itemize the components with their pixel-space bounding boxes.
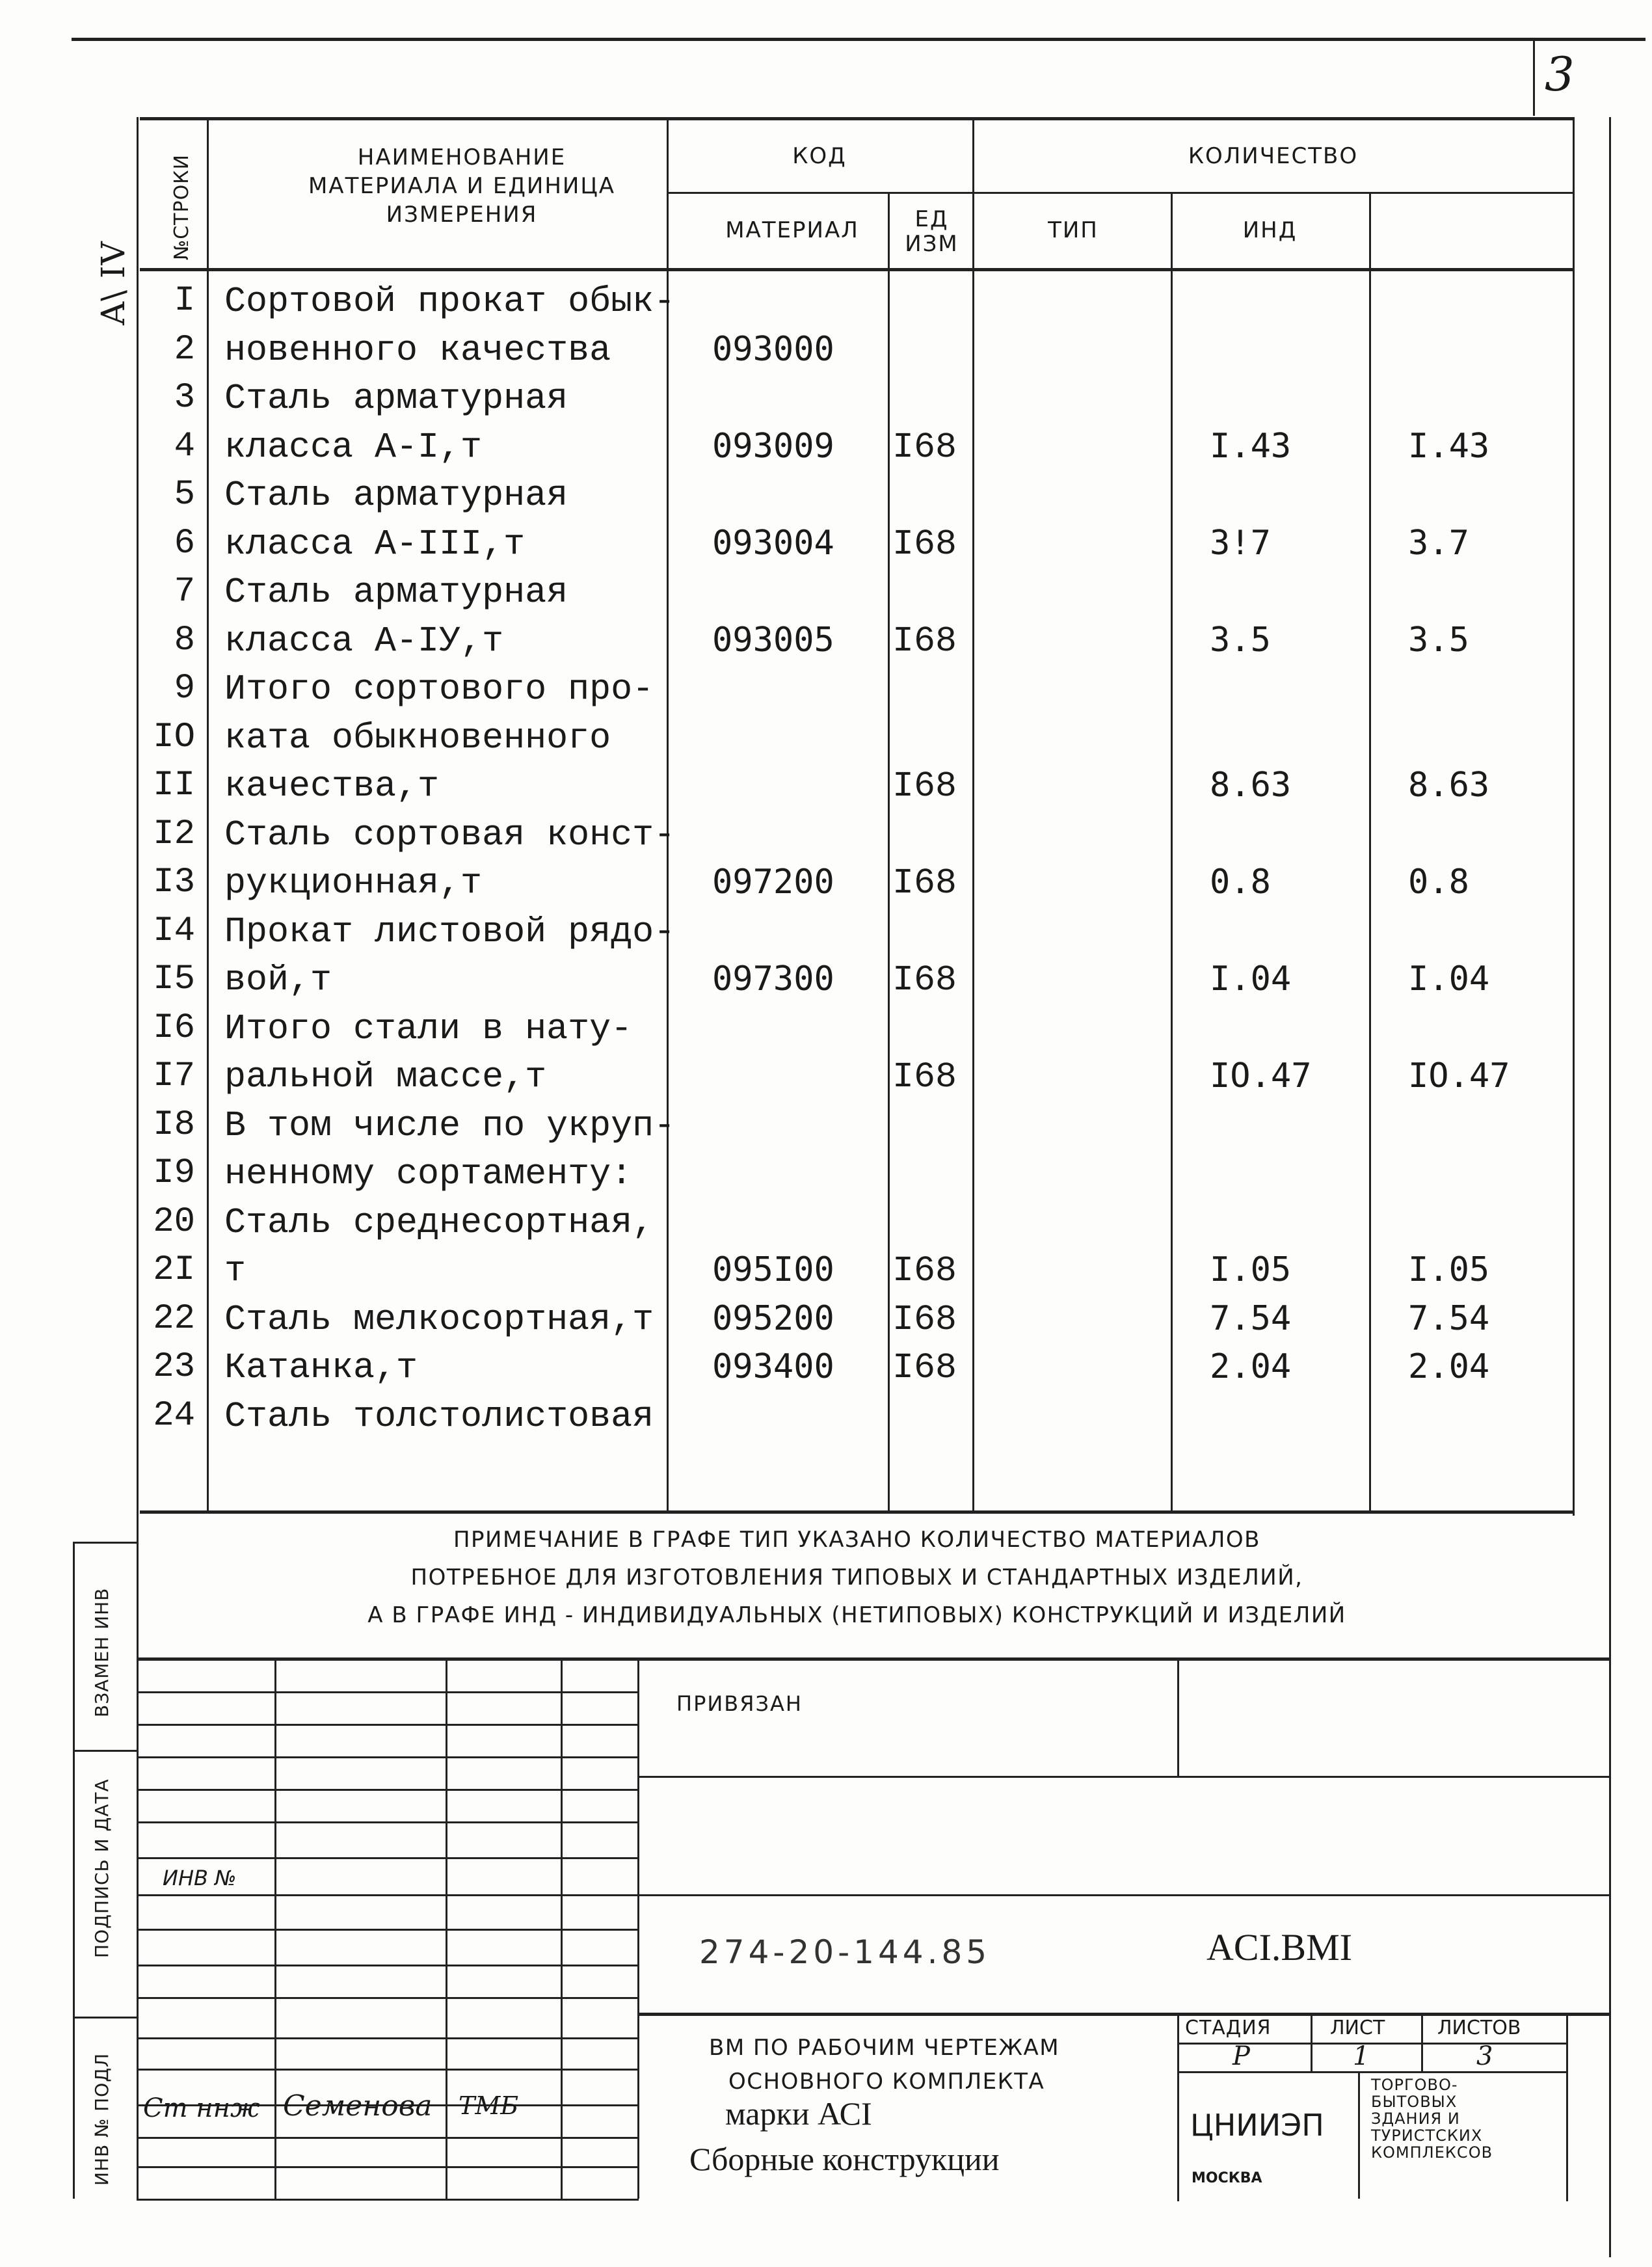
side-column-left xyxy=(73,1542,75,2199)
stamp-grid-line xyxy=(137,2137,639,2139)
note-top-line xyxy=(140,1510,1574,1514)
material-name: Сталь арматурная xyxy=(224,572,568,613)
stamp-grid-line xyxy=(137,1691,639,1693)
note-line-3: А В ГРАФЕ ИНД - ИНДИВИДУАЛЬНЫХ (НЕТИПОВЫХ) КОНСТРУКЦИЙ И ИЗДЕЛИЙ xyxy=(367,1602,1346,1628)
table-row xyxy=(0,1153,1652,1199)
side-col-sep1 xyxy=(73,1750,138,1752)
material-name: т xyxy=(224,1250,246,1291)
material-name: Итого сортового про- xyxy=(224,669,654,710)
sheet-top-border xyxy=(72,38,1645,41)
material-code: 093004 xyxy=(712,524,834,563)
header-row-no: №СТРОКИ xyxy=(170,154,193,260)
corner-box-left xyxy=(1533,39,1535,116)
material-name: Сталь сортовая конст- xyxy=(224,814,676,855)
stamp-doc-code: 274-20-144.85 xyxy=(699,1933,991,1971)
stamp-grid-line xyxy=(137,1789,639,1791)
row-number: 4 xyxy=(174,427,195,466)
ind-quantity: IO.47 xyxy=(1210,1056,1312,1095)
unit-code: I68 xyxy=(892,863,957,904)
material-code: 093400 xyxy=(712,1347,834,1386)
table-row xyxy=(0,1056,1652,1102)
material-code: 097200 xyxy=(712,863,834,902)
sign-name: Семенова xyxy=(283,2089,433,2123)
table-row xyxy=(0,1105,1652,1151)
material-code: 095200 xyxy=(712,1299,834,1338)
sign-mark: ТМБ xyxy=(459,2091,519,2120)
total-quantity: 2.04 xyxy=(1408,1347,1490,1386)
side-col-top xyxy=(73,1542,138,1544)
material-name: В том числе по укруп- xyxy=(224,1105,676,1146)
stamp-col-privyazan-right xyxy=(1177,1659,1179,1776)
material-name: Катанка,т xyxy=(224,1347,418,1388)
total-quantity: 7.54 xyxy=(1408,1299,1490,1338)
ind-quantity: 0.8 xyxy=(1210,863,1271,902)
header-ind: ИНД xyxy=(1242,217,1298,243)
material-name: класса А-IУ,т xyxy=(224,621,504,662)
side-label-inv-podl: ИНВ № ПОДЛ xyxy=(91,2052,113,2186)
table-row xyxy=(0,330,1652,375)
row-number: 2 xyxy=(174,330,195,369)
material-name: Сталь толстолистовая xyxy=(224,1396,654,1437)
stage-row-bottom xyxy=(1177,2071,1567,2073)
table-row xyxy=(0,766,1652,811)
row-number: I9 xyxy=(153,1153,195,1193)
stamp-grid-line xyxy=(137,1857,639,1859)
row-number: I8 xyxy=(153,1105,195,1145)
table-row xyxy=(0,959,1652,1005)
stamp-grid-line xyxy=(137,2166,639,2168)
material-name: ненному сортаменту: xyxy=(224,1153,633,1194)
material-name: класса А-I,т xyxy=(224,427,483,468)
row-number: I3 xyxy=(153,863,195,902)
ind-quantity: 7.54 xyxy=(1210,1299,1292,1338)
stamp-inv-label: ИНВ № xyxy=(163,1866,237,1890)
row-number: 7 xyxy=(174,572,195,611)
stamp-grid-line xyxy=(137,1724,639,1726)
ind-quantity: 3.5 xyxy=(1210,621,1271,660)
stage-col-sheets xyxy=(1421,2013,1423,2071)
table-row xyxy=(0,621,1652,666)
total-quantity: IO.47 xyxy=(1408,1056,1510,1095)
stamp-grid-line xyxy=(137,2069,639,2071)
stamp-city: МОСКВА xyxy=(1192,2170,1262,2186)
table-row xyxy=(0,1202,1652,1248)
stamp-org-desc-1: ТОРГОВО- xyxy=(1371,2076,1458,2094)
material-name: ката обыкновенного xyxy=(224,718,611,758)
material-name: ральной массе,т xyxy=(224,1056,547,1097)
unit-code: I68 xyxy=(892,427,957,468)
table-row xyxy=(0,863,1652,908)
ind-quantity: 2.04 xyxy=(1210,1347,1292,1386)
ind-quantity: 8.63 xyxy=(1210,766,1292,805)
stamp-grid-line xyxy=(137,1756,639,1758)
row-number: 8 xyxy=(174,621,195,660)
margin-mark: A\ IV xyxy=(94,241,132,325)
side-label-vzamen: ВЗАМЕН ИНВ xyxy=(91,1587,113,1717)
unit-code: I68 xyxy=(892,1056,957,1097)
stamp-sheet-label: ЛИСТ xyxy=(1330,2017,1385,2039)
material-name: Сталь арматурная xyxy=(224,475,568,516)
table-row xyxy=(0,814,1652,860)
row-number: 20 xyxy=(153,1202,195,1242)
table-row xyxy=(0,524,1652,569)
table-row xyxy=(0,378,1652,423)
ind-quantity: 3!7 xyxy=(1210,524,1271,563)
row-number: 6 xyxy=(174,524,195,563)
total-quantity: I.04 xyxy=(1408,959,1490,999)
table-top xyxy=(140,117,1574,120)
unit-code: I68 xyxy=(892,524,957,565)
stamp-grid-line xyxy=(137,2037,639,2039)
stamp-org: ЦНИИЭП xyxy=(1190,2108,1324,2143)
table-row xyxy=(0,475,1652,520)
ind-quantity: I.05 xyxy=(1210,1250,1292,1289)
header-tip: ТИП xyxy=(1048,217,1099,243)
ind-quantity: I.43 xyxy=(1210,427,1292,466)
unit-code: I68 xyxy=(892,621,957,662)
material-name: Прокат листовой рядо- xyxy=(224,911,676,952)
row-number: I7 xyxy=(153,1056,195,1096)
material-name: качества,т xyxy=(224,766,440,807)
total-quantity: I.43 xyxy=(1408,427,1490,466)
material-code: 097300 xyxy=(712,959,834,999)
stamp-grid-line xyxy=(137,1997,639,1999)
unit-code: I68 xyxy=(892,1347,957,1388)
total-quantity: 8.63 xyxy=(1408,766,1490,805)
row-number: 23 xyxy=(153,1347,195,1387)
table-row xyxy=(0,1008,1652,1054)
table-row xyxy=(0,1250,1652,1296)
material-name: класса А-III,т xyxy=(224,524,526,565)
material-name: Сталь среднесортная, xyxy=(224,1202,654,1243)
stamp-org-desc-2: БЫТОВЫХ xyxy=(1371,2093,1458,2111)
ind-quantity: I.04 xyxy=(1210,959,1292,999)
total-quantity: 0.8 xyxy=(1408,863,1469,902)
unit-code: I68 xyxy=(892,1299,957,1340)
side-label-podpis: ПОДПИСЬ И ДАТА xyxy=(91,1778,113,1958)
material-name: Сталь мелкосортная,т xyxy=(224,1299,654,1340)
header-name: НАИМЕНОВАНИЕ МАТЕРИАЛА И ЕДИНИЦА ИЗМЕРЕНИЯ xyxy=(308,144,616,228)
stamp-grid-line xyxy=(137,2199,639,2201)
material-name: новенного качества xyxy=(224,330,611,371)
header-mid-line xyxy=(667,192,1574,194)
row-number: II xyxy=(153,766,195,805)
row-number: 3 xyxy=(174,378,195,418)
material-name: рукционная,т xyxy=(224,863,483,904)
row-number: 22 xyxy=(153,1299,195,1339)
stage-col-org xyxy=(1358,2071,1360,2199)
stamp-org-desc-5: КОМПЛЕКСОВ xyxy=(1371,2143,1493,2162)
table-row xyxy=(0,718,1652,763)
stamp-grid-line xyxy=(137,1821,639,1823)
row-number: 24 xyxy=(153,1396,195,1436)
side-col-sep2 xyxy=(73,2017,138,2019)
stamp-org-desc-3: ЗДАНИЯ И xyxy=(1371,2110,1460,2128)
stamp-title-sub: Сборные конструкции xyxy=(689,2141,1000,2177)
stamp-sheets-label: ЛИСТОВ xyxy=(1437,2017,1521,2039)
row-number: 2I xyxy=(153,1250,195,1290)
row-number: I2 xyxy=(153,814,195,854)
header-bottom-line xyxy=(140,268,1574,271)
total-quantity: 3.7 xyxy=(1408,524,1469,563)
table-row xyxy=(0,669,1652,714)
header-unit: ЕД ИЗМ xyxy=(905,206,959,257)
stamp-stage-value: Р xyxy=(1232,2041,1250,2071)
stamp-stage-label: СТАДИЯ xyxy=(1185,2017,1272,2039)
table-row xyxy=(0,427,1652,472)
note-line-2: ПОТРЕБНОЕ ДЛЯ ИЗГОТОВЛЕНИЯ ТИПОВЫХ И СТАНДАРТНЫХ ИЗДЕЛИЙ, xyxy=(410,1564,1303,1590)
stamp-sheet-value: 1 xyxy=(1353,2041,1370,2071)
row-number: I5 xyxy=(153,959,195,999)
stamp-title-line-2: ОСНОВНОГО КОМПЛЕКТА xyxy=(728,2069,1045,2095)
row-number: I xyxy=(174,281,195,321)
table-row xyxy=(0,1347,1652,1393)
table-row xyxy=(0,281,1652,327)
stamp-sheets-value: 3 xyxy=(1476,2041,1493,2071)
header-quantity: КОЛИЧЕСТВО xyxy=(1188,143,1359,169)
material-name: Итого стали в нату- xyxy=(224,1008,633,1049)
stamp-org-desc-4: ТУРИСТСКИХ xyxy=(1371,2126,1483,2145)
stamp-privyazan: ПРИВЯЗАН xyxy=(676,1691,803,1716)
material-name: Сталь арматурная xyxy=(224,378,568,419)
stage-col-sheet xyxy=(1311,2013,1312,2071)
unit-code: I68 xyxy=(892,959,957,1000)
stamp-title-line-1: ВМ ПО РАБОЧИМ ЧЕРТЕЖАМ xyxy=(709,2035,1060,2061)
row-number: I4 xyxy=(153,911,195,951)
unit-code: I68 xyxy=(892,1250,957,1291)
sheet-corner-number: 3 xyxy=(1545,47,1575,101)
stamp-top-line xyxy=(137,1657,1610,1661)
total-quantity: 3.5 xyxy=(1408,621,1469,660)
stamp-title-mark: марки АСI xyxy=(725,2095,872,2132)
row-number: 5 xyxy=(174,475,195,515)
row-number: I6 xyxy=(153,1008,195,1048)
header-code: КОД xyxy=(792,143,847,169)
material-code: 095I00 xyxy=(712,1250,834,1289)
material-name: вой,т xyxy=(224,959,332,1000)
stamp-grid-line xyxy=(137,1965,639,1966)
stamp-code-bottom xyxy=(637,2013,1610,2016)
table-row xyxy=(0,911,1652,957)
material-code: 093000 xyxy=(712,330,834,369)
stamp-privyazan-bottom xyxy=(637,1776,1610,1778)
stamp-mark-code: ACI.BMI xyxy=(1206,1926,1352,1968)
table-row xyxy=(0,572,1652,617)
unit-code: I68 xyxy=(892,766,957,807)
material-code: 093005 xyxy=(712,621,834,660)
table-row xyxy=(0,1396,1652,1442)
stamp-grid-line xyxy=(137,1894,639,1896)
row-number: 9 xyxy=(174,669,195,708)
note-line-1: ПРИМЕЧАНИЕ В ГРАФЕ ТИП УКАЗАНО КОЛИЧЕСТВО МАТЕРИАЛОВ xyxy=(453,1527,1261,1553)
stage-block-left xyxy=(1177,2013,1179,2201)
table-row xyxy=(0,1299,1652,1345)
sign-role: Ст ннж xyxy=(143,2093,260,2123)
total-quantity: I.05 xyxy=(1408,1250,1490,1289)
row-number: IO xyxy=(153,718,195,757)
stamp-code-top xyxy=(637,1894,1610,1896)
stage-right xyxy=(1566,2013,1568,2201)
material-name: Сортовой прокат обык- xyxy=(224,281,676,322)
header-material: МАТЕРИАЛ xyxy=(725,217,859,243)
material-code: 093009 xyxy=(712,427,834,466)
stamp-grid-line xyxy=(137,1929,639,1931)
